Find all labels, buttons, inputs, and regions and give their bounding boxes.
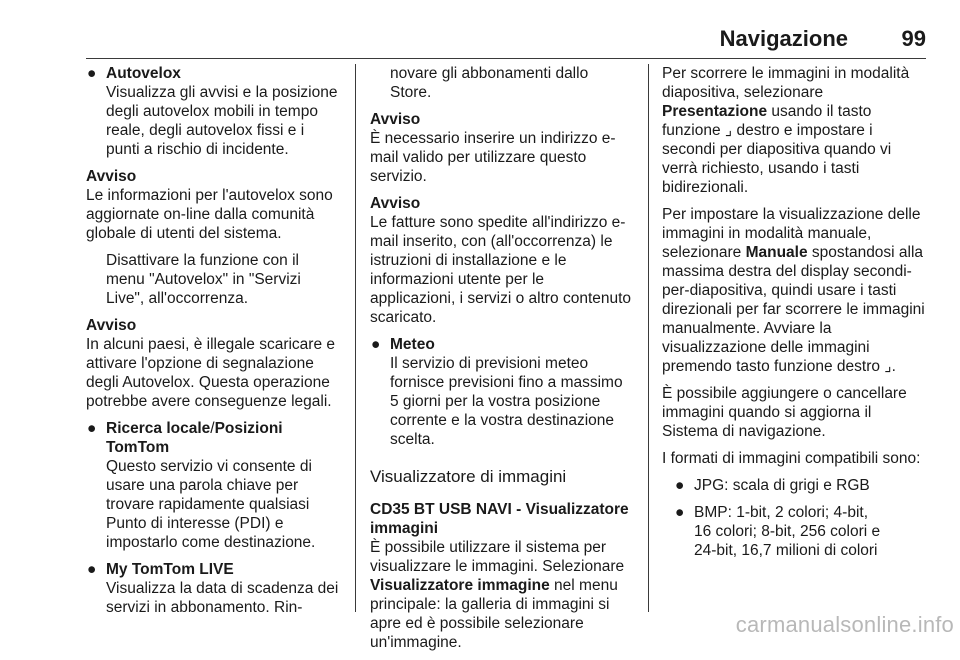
paragraph-text: Per scorrere le immagini in modalità diapositiva, selezionare <box>662 65 910 101</box>
note-text: Le informazioni per l'autovelox sono aggiornate on-line dalla comunità globale di utenti del sistema. <box>86 187 333 242</box>
paragraph-text: usando il tasto funzione ⌟ destro e impostare i secondi per diapositiva quando vi verrà richiesto, usando i tasti bidirezionali. <box>662 103 892 196</box>
list-item <box>674 476 926 495</box>
list-item <box>86 64 342 159</box>
page-title: Navigazione <box>719 26 848 51</box>
menu-term: Visualizzatore immagine <box>370 577 550 594</box>
bullet-title-part: Ricerca locale <box>106 420 211 437</box>
column-divider <box>355 64 356 612</box>
paragraph-text: È possibile utilizzare il sistema per visualizzare le immagini. Selezionare <box>370 539 625 575</box>
bullet-text: Il servizio di previsioni meteo fornisce previsioni fino a massimo 5 giorni per la vostra posizione corrente e la vostra destinazione scelta. <box>390 355 623 448</box>
list-item <box>86 419 342 552</box>
note-block <box>86 167 342 308</box>
bullet-text: Visualizza gli avvisi e la posizione degli autovelox mobili in tempo reale, degli autovelox fissi e i punti a rischio di incidente. <box>106 84 338 158</box>
continued-text: novare gli abbonamenti dallo Store. <box>390 65 589 101</box>
note-heading: Avviso <box>370 111 421 128</box>
bullet-title: Meteo <box>390 336 435 353</box>
page-number: 99 <box>901 26 926 51</box>
paragraph <box>662 205 926 376</box>
subsection-heading: CD35 BT USB NAVI - Visualizzatore immagini <box>370 501 629 537</box>
paragraph: I formati di immagini compatibili sono: <box>662 450 921 467</box>
bullet-title-sep: / <box>210 420 215 437</box>
bullet-icon: ● <box>371 336 381 353</box>
note-text: È necessario inserire un indirizzo e-mail valido per utilizzare questo servizio. <box>370 130 616 185</box>
list-item <box>370 335 632 449</box>
menu-term: Manuale <box>745 244 808 261</box>
header-rule <box>86 58 926 59</box>
paragraph-text: spostandosi alla massima destra del display secondi-per-diapositiva, quindi usare i tasti direzionali per far scorrere le immagini manualmente. Avviare la visualizzazione delle immagini premendo tasto funzione destro ⌟. <box>662 244 925 375</box>
note-text: In alcuni paesi, è illegale scaricare e attivare l'opzione di segnalazione degli Autovelox. Questa operazione potrebbe avere conseguenze legali. <box>86 336 335 410</box>
list-item <box>86 560 342 617</box>
paragraph <box>662 64 926 197</box>
menu-term: Presentazione <box>662 103 768 120</box>
bullet-title: My TomTom LIVE <box>106 561 234 578</box>
bullet-icon: ● <box>87 561 97 578</box>
bullet-text: Visualizza la data di scadenza dei servizi in abbonamento. Rin- <box>106 580 339 616</box>
column-2 <box>370 64 632 660</box>
note-heading: Avviso <box>86 317 137 334</box>
bullet-icon: ● <box>675 504 685 521</box>
bullet-title: Autovelox <box>106 65 181 82</box>
bullet-icon: ● <box>87 420 97 437</box>
note-text: Le fatture sono spedite all'indirizzo e-mail inserito, con (all'occorrenza) le istruzioni di installazione e le informazioni utente per le applicazioni, i servizi o altro contenuto scaricato. <box>370 214 632 326</box>
note-block <box>86 316 342 411</box>
bullet-text: 24-bit, 16,7 milioni di colori <box>694 542 878 559</box>
note-heading: Avviso <box>370 195 421 212</box>
note-indent: Disattivare la funzione con il menu "Autovelox" in "Servizi Live", all'occorrenza. <box>106 252 301 307</box>
list-item <box>674 503 926 560</box>
paragraph: È possibile aggiungere o cancellare immagini quando si aggiorna il Sistema di navigazione. <box>662 385 907 440</box>
bullet-title <box>106 419 342 457</box>
page-header <box>0 22 960 58</box>
bullet-text: 16 colori; 8-bit, 256 colori e <box>694 523 881 540</box>
column-divider <box>648 64 649 612</box>
paragraph <box>370 538 632 652</box>
bullet-icon: ● <box>675 477 685 494</box>
watermark: carmanualsonline.info <box>735 612 954 637</box>
column-3 <box>662 64 926 562</box>
bullet-text: JPG: scala di grigi e RGB <box>694 477 870 494</box>
note-block <box>370 194 632 327</box>
bullet-icon: ● <box>87 65 97 82</box>
note-block <box>370 110 632 186</box>
note-heading: Avviso <box>86 168 137 185</box>
paragraph-text: nel menu principale: la galleria di immagini si apre ed è possibile selezionare un'immagine. <box>370 577 618 651</box>
bullet-text: Questo servizio vi consente di usare una parola chiave per trovare rapidamente qualsiasi Punto di interesse (PDI) e impostarlo come destinazione. <box>106 458 316 551</box>
bullet-text: BMP: 1-bit, 2 colori; 4-bit, <box>694 504 869 521</box>
section-heading: Visualizzatore di immagini <box>370 467 567 486</box>
column-1 <box>86 64 342 625</box>
bullet-title-part: Posizioni TomTom <box>106 420 283 456</box>
paragraph-text: Per impostare la visualizzazione delle immagini in modalità manuale, selezionare <box>662 206 921 261</box>
